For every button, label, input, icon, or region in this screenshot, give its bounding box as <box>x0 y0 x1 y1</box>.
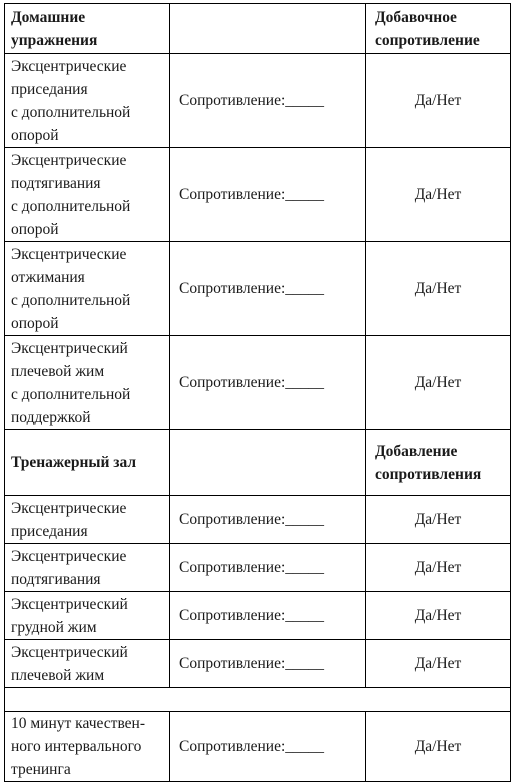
exercise-name-line: Эксцентрический <box>11 643 128 661</box>
exercise-name <box>5 148 170 242</box>
exercise-name <box>5 640 170 688</box>
exercise-name-line: приседания <box>11 522 88 540</box>
exercise-name-line: плечевой жим <box>11 362 105 380</box>
table-row <box>5 54 511 148</box>
resistance-field: Сопротивление:_____ <box>170 54 366 148</box>
exercise-name-line: ного интервального <box>11 738 142 755</box>
table-row <box>5 336 511 430</box>
table-row <box>5 148 511 242</box>
exercise-name-line: с дополнительной <box>11 385 131 403</box>
resistance-field: Сопротивление:_____ <box>170 640 366 688</box>
exercise-name-line: грудной жим <box>11 618 97 636</box>
yes-no-answer: Да/Нет <box>366 592 511 640</box>
exercise-name-line: 10 минут качествен- <box>11 715 146 732</box>
exercise-name-line: с дополнительной <box>11 103 131 121</box>
exercise-name-line: Эксцентрические <box>11 547 127 565</box>
table-row <box>5 592 511 640</box>
exercise-name <box>5 592 170 640</box>
resistance-field: Сопротивление:_____ <box>170 544 366 592</box>
yes-no-answer: Да/Нет <box>366 54 511 148</box>
table-row <box>5 544 511 592</box>
exercise-name-line: отжимания <box>11 268 85 286</box>
spacer-cell <box>5 688 511 712</box>
home-header-empty <box>170 4 366 54</box>
exercise-name-line: с дополнительной <box>11 291 131 309</box>
exercise-name-line: Эксцентрические <box>11 245 127 263</box>
table-row <box>5 640 511 688</box>
exercise-table <box>4 3 511 782</box>
exercise-name-line: плечевой жим <box>11 666 105 684</box>
exercise-name-line: Эксцентрический <box>11 595 128 613</box>
yes-no-answer: Да/Нет <box>366 336 511 430</box>
gym-header-col3: Добавление сопротивления <box>366 430 511 496</box>
home-header-col3: Добавочное сопротивление <box>366 4 511 54</box>
yes-no-answer: Да/Нет <box>366 242 511 336</box>
exercise-name <box>5 54 170 148</box>
resistance-field: Сопротивление:_____ <box>170 496 366 544</box>
exercise-name-line: подтягивания <box>11 174 101 192</box>
gym-header-row <box>5 430 511 496</box>
exercise-name-line: подтягивания <box>11 570 101 588</box>
table-row <box>5 242 511 336</box>
exercise-name-line: поддержкой <box>11 408 91 426</box>
yes-no-answer: Да/Нет <box>366 712 511 782</box>
resistance-field: Сопротивление:_____ <box>170 592 366 640</box>
table-row <box>5 712 511 782</box>
yes-no-answer: Да/Нет <box>366 640 511 688</box>
exercise-name <box>5 712 170 782</box>
exercise-name-line: Эксцентрический <box>11 339 128 357</box>
exercise-name <box>5 336 170 430</box>
exercise-name-line: опорой <box>11 220 59 238</box>
yes-no-answer: Да/Нет <box>366 148 511 242</box>
exercise-name-line: опорой <box>11 314 59 332</box>
resistance-field: Сопротивление:_____ <box>170 148 366 242</box>
resistance-field: Сопротивление:_____ <box>170 712 366 782</box>
gym-header-title: Тренажерный зал <box>5 430 170 496</box>
exercise-name <box>5 544 170 592</box>
yes-no-answer: Да/Нет <box>366 496 511 544</box>
exercise-name <box>5 242 170 336</box>
spacer-row <box>5 688 511 712</box>
exercise-name-line: приседания <box>11 80 88 98</box>
home-header-row <box>5 4 511 54</box>
yes-no-answer: Да/Нет <box>366 544 511 592</box>
resistance-field: Сопротивление:_____ <box>170 242 366 336</box>
exercise-name-line: с дополнительной <box>11 197 131 215</box>
exercise-name-line: тренинга <box>11 761 71 778</box>
exercise-name-line: Эксцентрические <box>11 151 127 169</box>
exercise-name-line: опорой <box>11 126 59 144</box>
home-header-title: Домашние упражнения <box>5 4 170 54</box>
table-row <box>5 496 511 544</box>
resistance-field: Сопротивление:_____ <box>170 336 366 430</box>
gym-header-empty <box>170 430 366 496</box>
exercise-name-line: Эксцентрические <box>11 57 127 75</box>
exercise-name-line: Эксцентрические <box>11 499 127 517</box>
exercise-name <box>5 496 170 544</box>
